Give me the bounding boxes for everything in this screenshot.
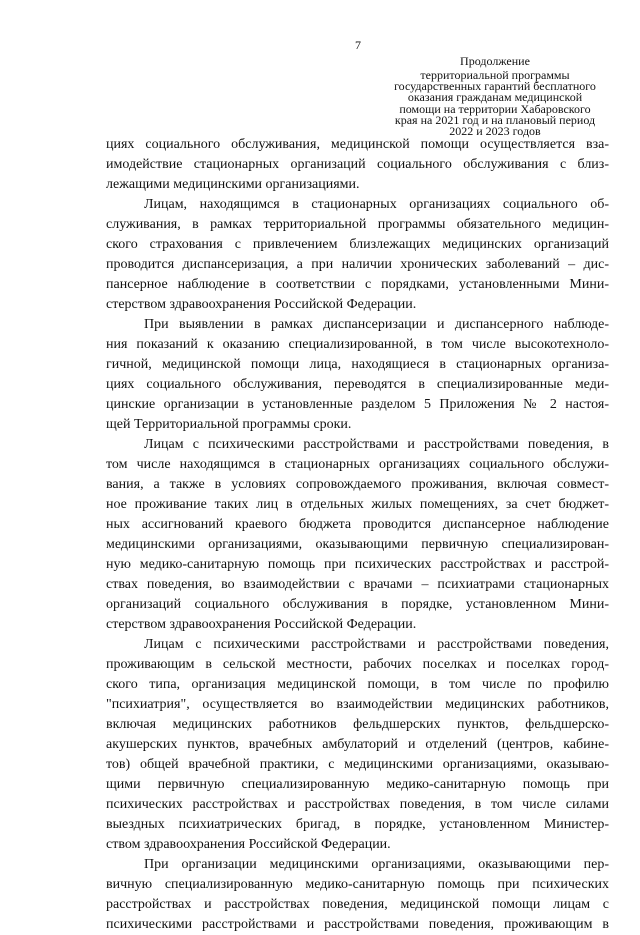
page-number: 7 <box>355 38 361 52</box>
header-line: 2022 и 2023 годов <box>449 124 541 139</box>
paragraph <box>106 195 609 315</box>
text-line: циях социального обслуживания, переводятся в специализированные меди- <box>106 377 609 392</box>
text-line: пансерное наблюдение в соответствии с порядками, установленными Мини- <box>106 277 609 292</box>
text-line: проводится диспансеризация, а при наличии хронических заболеваний – дис- <box>106 257 609 272</box>
text-line: ных ассигнований краевого бюджета проводится диспансерное наблюдение <box>106 517 609 532</box>
text-line: тов) общей врачебной практики, с медицинскими организациями, оказываю- <box>106 757 609 772</box>
text-line: акушерских пунктов, врачебных амбулаторий и отделений (центров, кабине- <box>106 737 609 752</box>
paragraph <box>106 315 609 435</box>
text-line: цинские организации в установленные разделом 5 Приложения № 2 настоя- <box>106 397 609 412</box>
text-line: включая медицинских работников фельдшерских пунктов, фельдшерско- <box>106 717 609 732</box>
header-line: территориальной программы <box>420 68 570 82</box>
text-line: "психиатрия", осуществляется во взаимодействии медицинских работников, <box>106 697 609 712</box>
text-line: стерством здравоохранения Российской Федерации. <box>106 297 417 312</box>
text-line: лежащими медицинскими организациями. <box>106 177 360 192</box>
paragraph <box>106 135 609 195</box>
text-line: ского страхования с привлечением близлежащих медицинских организаций <box>106 237 609 252</box>
text-line: психическими расстройствами и расстройствами поведения, проживающим в <box>106 917 609 932</box>
text-line: ную медико-санитарную помощь при психических расстройствах и расстрой- <box>106 557 609 572</box>
text-line: ное проживание таких лиц в отдельных жилых помещениях, за счет бюджет- <box>106 497 609 512</box>
text-line: стерством здравоохранения Российской Федерации. <box>106 617 417 632</box>
paragraph <box>106 855 609 935</box>
text-line: выездных психиатрических бригад, в порядке, установленном Министер- <box>106 817 609 832</box>
header-line: оказания гражданам медицинской <box>407 90 583 105</box>
text-line: щей Территориальной программы сроки. <box>106 417 352 432</box>
text-line: медицинскими организациями, оказывающими первичную специализирован- <box>106 537 609 552</box>
text-line: организаций социального обслуживания в порядке, установленном Мини- <box>106 597 609 612</box>
text-line: расстройствах и расстройствах поведения, медицинской помощи лицам с <box>106 897 609 912</box>
text-line: ством здравоохранения Российской Федерации. <box>106 837 391 852</box>
text-line: Лицам с психическими расстройствами и расстройствами поведения, <box>144 637 609 652</box>
text-line: При выявлении в рамках диспансеризации и диспансерного наблюде- <box>144 317 609 332</box>
paragraph <box>106 635 609 855</box>
text-line: гичной, медицинской помощи лица, находящиеся в стационарных организа- <box>106 357 609 372</box>
paragraph <box>106 435 609 635</box>
text-line: проживающим в сельской местности, рабочих поселках и поселках город- <box>106 657 609 672</box>
text-line: При организации медицинскими организациями, оказывающими пер- <box>144 857 609 872</box>
text-line: вания, а также в условиях сопровождаемого проживания, включая совмест- <box>106 477 609 492</box>
text-line: циях социального обслуживания, медицинской помощи осуществляется вза- <box>106 137 609 152</box>
text-line: служивания, в рамках территориальной программы обязательного медицин- <box>106 217 609 232</box>
text-line: щими первичную специализированную медико-санитарную помощь при <box>106 777 609 792</box>
text-line: том числе находящимся в стационарных организациях социального обслужи- <box>106 457 609 472</box>
text-line: Лицам с психическими расстройствами и расстройствами поведения, в <box>144 437 609 452</box>
header-line: края на 2021 год и на плановый период <box>394 112 596 127</box>
text-line: вичную специализированную медико-санитарную помощь при психических <box>106 877 609 892</box>
appendix-header <box>378 70 612 137</box>
text-line: ния показаний к оказанию специализированной, в том числе высокотехноло- <box>106 337 609 352</box>
text-line: ского типа, организация медицинской помощи, в том числе по профилю <box>106 677 609 692</box>
text-line: Лицам, находящимся в стационарных организациях социального об- <box>144 197 609 212</box>
continuation-label: Продолжение <box>460 54 530 68</box>
text-line: ствах поведения, во взаимодействии с врачами – психиатрами стационарных <box>106 577 609 592</box>
header-line: помощи на территории Хабаровского <box>399 101 591 116</box>
document-body <box>106 135 609 935</box>
text-line: имодействие стационарных организаций социального обслуживания с близ- <box>106 157 609 172</box>
text-line: психических расстройствах и расстройствах поведения, в том числе силами <box>106 797 609 812</box>
header-line: государственных гарантий бесплатного <box>394 79 596 94</box>
